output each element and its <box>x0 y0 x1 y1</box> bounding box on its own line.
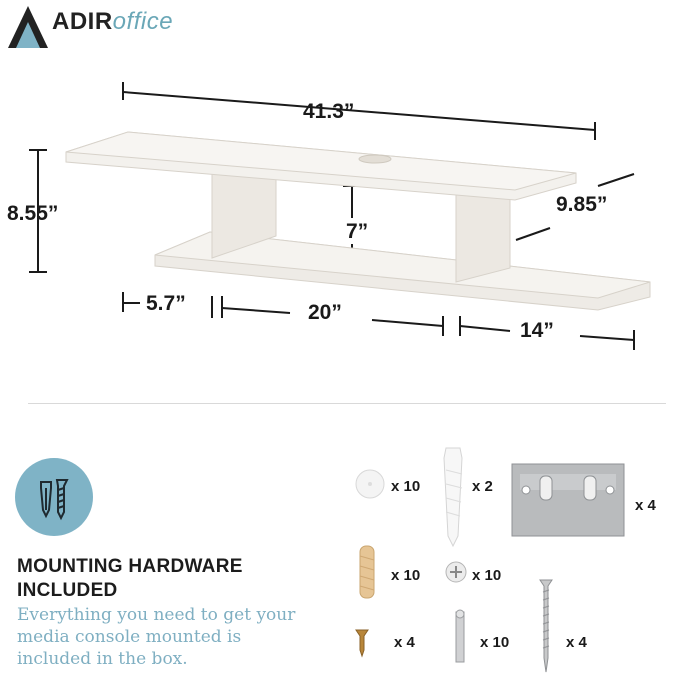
hardware-title-line1: MOUNTING HARDWARE <box>17 556 243 577</box>
small-screw-icon <box>356 630 368 656</box>
brand-name-bold: ADIR <box>52 8 113 35</box>
hardware-qty: x 4 <box>394 634 415 651</box>
cam-bolt-icon <box>456 610 464 662</box>
dim-inner-height-label: 7” <box>346 220 369 243</box>
dim-middle-section-label: 20” <box>308 301 342 324</box>
hardware-qty: x 10 <box>472 567 502 584</box>
hardware-description: Everything you need to get your media console mounted is included in the box. <box>17 605 296 669</box>
hardware-qty: x 10 <box>391 478 421 495</box>
hardware-title-line2: INCLUDED <box>17 580 118 601</box>
hardware-qty: x 10 <box>480 634 510 651</box>
hardware-qty: x 4 <box>635 497 656 514</box>
long-screw-icon <box>540 580 552 672</box>
wood-dowel-icon <box>360 546 374 598</box>
hardware-qty: x 10 <box>391 567 421 584</box>
hardware-qty: x 4 <box>566 634 587 651</box>
metal-bracket-icon <box>512 464 624 536</box>
dim-left-section-label: 5.7” <box>146 292 186 315</box>
dim-height-label: 8.55” <box>7 202 59 225</box>
cam-lock-icon <box>446 562 466 582</box>
hardware-badge <box>15 458 93 536</box>
dim-right-section-label: 14” <box>520 319 554 342</box>
wall-anchor-icon <box>444 448 462 546</box>
cap-cover-icon <box>356 470 384 498</box>
screw-anchor-icon <box>15 458 93 536</box>
hardware-qty: x 2 <box>472 478 493 495</box>
hardware-title <box>17 555 317 603</box>
dim-width-label: 41.3” <box>303 100 355 123</box>
section-divider <box>28 403 666 404</box>
dim-depth-label: 9.85” <box>556 193 608 216</box>
brand-name-italic: office <box>112 8 174 35</box>
